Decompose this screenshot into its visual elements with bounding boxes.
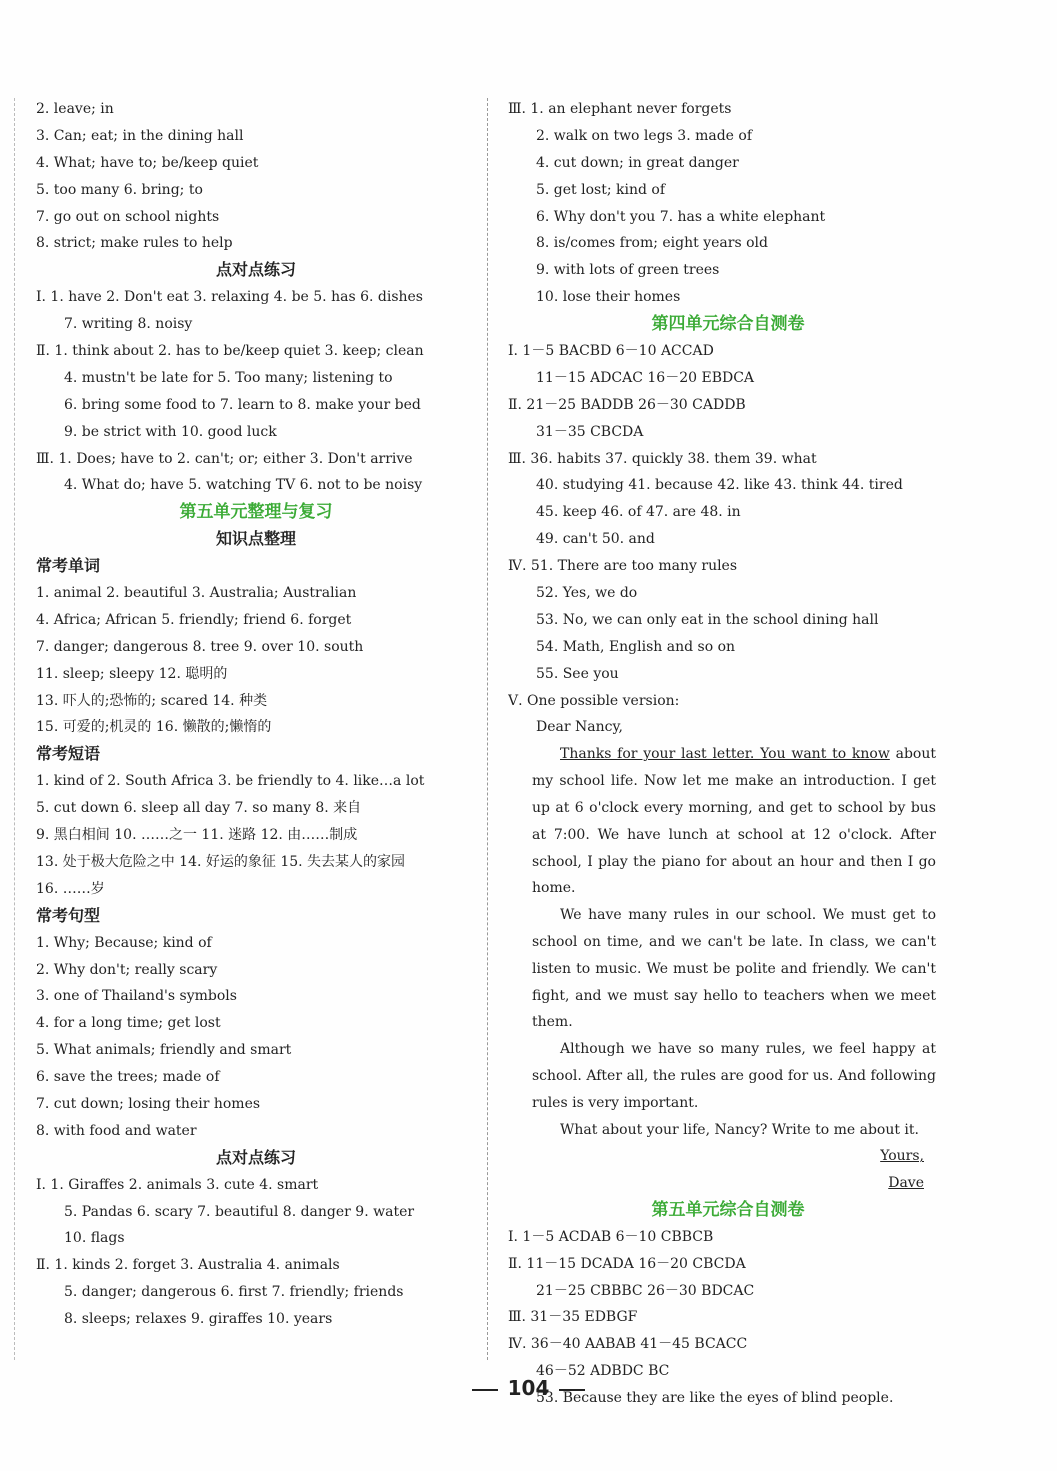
answer-line: 7. danger; dangerous 8. tree 9. over 10. south <box>36 638 364 655</box>
section-heading: 点对点练习 <box>215 260 296 280</box>
answer-line: Ⅲ. 36. habits 37. quickly 38. them 39. what <box>508 450 817 467</box>
section-heading: 第五单元整理与复习 <box>179 502 333 523</box>
answer-line: 3. Can; eat; in the dining hall <box>36 127 244 144</box>
answer-line: 53. Because they are like the eyes of blind people. <box>536 1390 894 1407</box>
left-column <box>36 96 476 1333</box>
answer-line: 55. See you <box>536 665 619 682</box>
answer-line: 45. keep 46. of 47. are 48. in <box>536 504 741 521</box>
answer-line: Ⅰ. 1. have 2. Don't eat 3. relaxing 4. be 5. has 6. dishes <box>36 289 423 306</box>
answer-line: 13. 吓人的;恐怖的; scared 14. 种类 <box>36 692 268 709</box>
answer-line: 49. can't 50. and <box>536 531 655 548</box>
answer-line: 52. Yes, we do <box>536 585 638 602</box>
answer-line: Ⅰ. 1. Giraffes 2. animals 3. cute 4. smart <box>36 1176 319 1193</box>
answer-line: 2. Why don't; really scary <box>36 961 218 978</box>
answer-line: 16. ……岁 <box>36 880 105 897</box>
letter-paragraph-1: Thanks for your last letter. You want to know about my school life. Now let me make an introduction. I get up at 6 o'clock every morning, and get to school by bus at 7:00. We have lunch at school at 12 o'clock. After school, I play the piano for about an hour and then I go home. <box>532 746 936 897</box>
answer-line: 9. with lots of green trees <box>536 262 720 279</box>
answer-line: 10. lose their homes <box>536 289 681 306</box>
subsection-heading: 常考句型 <box>36 905 101 925</box>
answer-line: 46－52 ADBDC BC <box>536 1363 670 1380</box>
sample-letter <box>508 741 936 1197</box>
answer-line: Ⅲ. 1. Does; have to 2. can't; or; either 3. Don't arrive <box>36 450 413 467</box>
left-margin-line <box>14 98 15 1360</box>
answer-line: 4. What do; have 5. watching TV 6. not to be noisy <box>64 477 423 494</box>
answer-line: Ⅰ. 1－5 BACBD 6－10 ACCAD <box>508 343 714 360</box>
answer-line: 4. What; have to; be/keep quiet <box>36 154 259 171</box>
answer-line: 9. be strict with 10. good luck <box>64 423 277 440</box>
answer-line: 6. save the trees; made of <box>36 1069 220 1086</box>
section-heading: 第四单元综合自测卷 <box>651 314 805 335</box>
answer-line: 5. danger; dangerous 6. first 7. friendly; friends <box>64 1284 404 1301</box>
answer-line: 6. bring some food to 7. learn to 8. make your bed <box>64 396 421 413</box>
section-heading: 知识点整理 <box>215 529 296 549</box>
answer-line: 5. Pandas 6. scary 7. beautiful 8. danger 9. water <box>64 1203 415 1220</box>
answer-line: 5. What animals; friendly and smart <box>36 1042 292 1059</box>
subsection-heading: 常考短语 <box>36 744 101 764</box>
answer-line: 21－25 CBBBC 26－30 BDCAC <box>536 1282 755 1299</box>
answer-line: 11－15 ADCAC 16－20 EBDCA <box>536 369 755 386</box>
answer-line: Ⅰ. 1－5 ACDAB 6－10 CBBCB <box>508 1228 714 1245</box>
answer-line: Ⅱ. 1. think about 2. has to be/keep quiet 3. keep; clean <box>36 343 424 360</box>
answer-line: 7. go out on school nights <box>36 208 220 225</box>
answer-line: 8. strict; make rules to help <box>36 235 233 252</box>
answer-line: 7. writing 8. noisy <box>64 316 193 333</box>
answer-line: 8. sleeps; relaxes 9. giraffes 10. years <box>64 1311 333 1328</box>
letter-underlined-phrase: Thanks for your last letter. You want to know <box>560 746 890 763</box>
answer-line: Ⅳ. 51. There are too many rules <box>508 558 738 575</box>
answer-line: 1. animal 2. beautiful 3. Australia; Australian <box>36 585 357 602</box>
subsection-heading: 常考单词 <box>36 556 101 576</box>
letter-closing: Yours, <box>880 1148 924 1165</box>
letter-paragraph-4: What about your life, Nancy? Write to me about it. <box>560 1121 919 1138</box>
unit4-answers <box>508 96 948 741</box>
letter-paragraph-2: We have many rules in our school. We must get to school on time, and we can't be late. In class, we can't listen to music. We must be polite and friendly. We can't fight, and we must say hello to teachers when we meet them. <box>532 907 936 1031</box>
section-heading: 点对点练习 <box>215 1147 296 1167</box>
answer-line: 4. mustn't be late for 5. Too many; listening to <box>64 369 393 386</box>
section-heading: 第五单元综合自测卷 <box>651 1199 805 1220</box>
answer-line: Ⅴ. One possible version: <box>508 692 680 709</box>
letter-paragraph-3: Although we have so many rules, we feel happy at school. After all, the rules are good for us. And following rules is very important. <box>532 1041 936 1111</box>
answer-line: 8. with food and water <box>36 1122 197 1139</box>
answer-line: 40. studying 41. because 42. like 43. think 44. tired <box>536 477 903 494</box>
answer-line: 2. leave; in <box>36 101 114 117</box>
right-column <box>508 96 948 1412</box>
answer-line: Ⅱ. 21－25 BADDB 26－30 CADDB <box>508 396 746 413</box>
answer-line: 2. walk on two legs 3. made of <box>536 127 753 144</box>
answer-line: Dear Nancy, <box>536 719 623 736</box>
answer-line: 8. is/comes from; eight years old <box>536 235 768 252</box>
answer-line: Ⅱ. 11－15 DCADA 16－20 CBCDA <box>508 1255 746 1272</box>
answer-line: 7. cut down; losing their homes <box>36 1095 261 1112</box>
answer-line: 15. 可爱的;机灵的 16. 懒散的;懒惰的 <box>36 719 272 736</box>
answer-line: 5. too many 6. bring; to <box>36 181 203 198</box>
column-divider <box>487 98 488 1360</box>
answer-line: 53. No, we can only eat in the school dining hall <box>536 611 879 628</box>
answer-line: 9. 黑白相间 10. ……之一 11. 迷路 12. 由……制成 <box>36 827 358 844</box>
answer-line: 10. flags <box>64 1230 125 1247</box>
answer-line: 5. cut down 6. sleep all day 7. so many 8. 来自 <box>36 800 362 817</box>
answer-line: 13. 处于极大危险之中 14. 好运的象征 15. 失去某人的家园 <box>36 853 406 870</box>
answer-line: 4. for a long time; get lost <box>36 1015 221 1032</box>
answer-line: Ⅲ. 31－35 EDBGF <box>508 1309 638 1326</box>
answer-line: 11. sleep; sleepy 12. 聪明的 <box>36 665 228 682</box>
answer-line: 3. one of Thailand's symbols <box>36 988 237 1005</box>
answer-line: 6. Why don't you 7. has a white elephant <box>536 208 826 225</box>
answer-line: Ⅲ. 1. an elephant never forgets <box>508 101 732 117</box>
answer-line: Ⅱ. 1. kinds 2. forget 3. Australia 4. animals <box>36 1257 340 1274</box>
answer-line: 4. cut down; in great danger <box>536 154 739 171</box>
answer-line: 31－35 CBCDA <box>536 423 644 440</box>
answer-line: 5. get lost; kind of <box>536 181 666 198</box>
letter-signature: Dave <box>888 1175 924 1192</box>
answer-line: 4. Africa; African 5. friendly; friend 6. forget <box>36 611 352 628</box>
answer-line: Ⅳ. 36－40 AABAB 41－45 BCACC <box>508 1336 748 1353</box>
answer-line: 1. kind of 2. South Africa 3. be friendly to 4. like…a lot <box>36 773 425 790</box>
page-number: 104 <box>0 1376 1057 1400</box>
answer-line: 1. Why; Because; kind of <box>36 934 212 951</box>
answer-line: 54. Math, English and so on <box>536 638 736 655</box>
